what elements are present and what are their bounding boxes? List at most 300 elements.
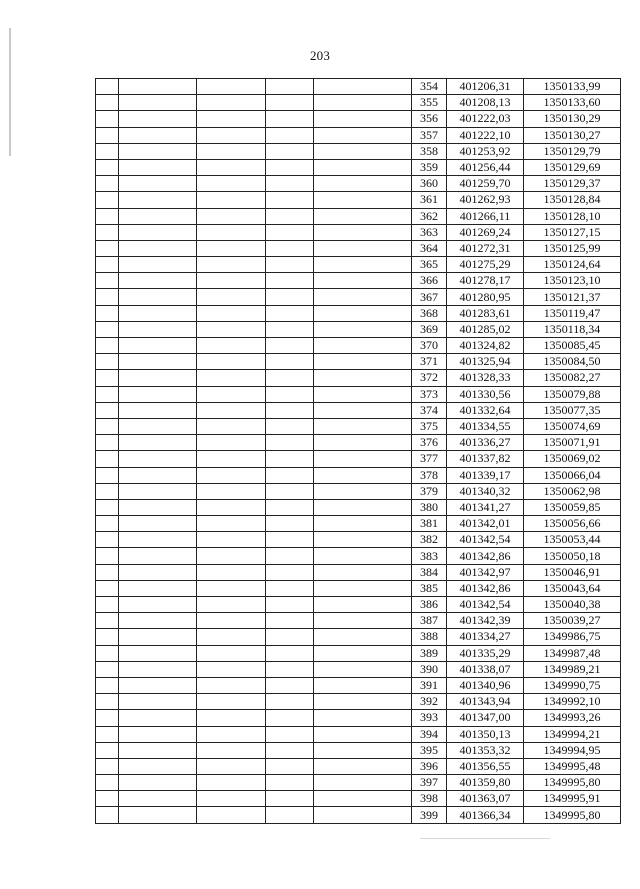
point-number-cell: 390 bbox=[412, 661, 447, 677]
empty-cell bbox=[314, 289, 412, 305]
empty-cell bbox=[266, 224, 314, 240]
empty-cell bbox=[119, 483, 197, 499]
empty-cell bbox=[266, 338, 314, 354]
empty-cell bbox=[314, 435, 412, 451]
y-coordinate-cell: 1350082,27 bbox=[524, 370, 621, 386]
empty-cell bbox=[119, 451, 197, 467]
empty-cell bbox=[96, 548, 119, 564]
table-row bbox=[96, 240, 621, 256]
x-coordinate-cell: 401262,93 bbox=[447, 192, 524, 208]
empty-cell bbox=[96, 694, 119, 710]
point-number-cell: 365 bbox=[412, 257, 447, 273]
table-row bbox=[96, 499, 621, 515]
x-coordinate-cell: 401334,55 bbox=[447, 418, 524, 434]
point-number-cell: 356 bbox=[412, 111, 447, 127]
y-coordinate-cell: 1350079,88 bbox=[524, 386, 621, 402]
empty-cell bbox=[197, 516, 266, 532]
empty-cell bbox=[197, 742, 266, 758]
empty-cell bbox=[96, 597, 119, 613]
table-row bbox=[96, 645, 621, 661]
empty-cell bbox=[96, 467, 119, 483]
point-number-cell: 398 bbox=[412, 791, 447, 807]
empty-cell bbox=[119, 661, 197, 677]
empty-cell bbox=[96, 273, 119, 289]
table-row bbox=[96, 629, 621, 645]
empty-cell bbox=[197, 710, 266, 726]
empty-cell bbox=[96, 726, 119, 742]
empty-cell bbox=[197, 208, 266, 224]
empty-cell bbox=[197, 111, 266, 127]
empty-cell bbox=[266, 629, 314, 645]
point-number-cell: 395 bbox=[412, 742, 447, 758]
table-row bbox=[96, 580, 621, 596]
x-coordinate-cell: 401269,24 bbox=[447, 224, 524, 240]
y-coordinate-cell: 1350071,91 bbox=[524, 435, 621, 451]
empty-cell bbox=[197, 321, 266, 337]
empty-cell bbox=[119, 386, 197, 402]
empty-cell bbox=[119, 338, 197, 354]
x-coordinate-cell: 401343,94 bbox=[447, 694, 524, 710]
empty-cell bbox=[314, 273, 412, 289]
empty-cell bbox=[119, 645, 197, 661]
y-coordinate-cell: 1350129,69 bbox=[524, 159, 621, 175]
empty-cell bbox=[119, 775, 197, 791]
empty-cell bbox=[96, 370, 119, 386]
empty-cell bbox=[266, 580, 314, 596]
point-number-cell: 389 bbox=[412, 645, 447, 661]
empty-cell bbox=[266, 742, 314, 758]
table-row bbox=[96, 354, 621, 370]
table-row bbox=[96, 613, 621, 629]
empty-cell bbox=[119, 791, 197, 807]
empty-cell bbox=[314, 386, 412, 402]
empty-cell bbox=[119, 467, 197, 483]
empty-cell bbox=[119, 402, 197, 418]
point-number-cell: 377 bbox=[412, 451, 447, 467]
y-coordinate-cell: 1350040,38 bbox=[524, 597, 621, 613]
y-coordinate-cell: 1350128,10 bbox=[524, 208, 621, 224]
x-coordinate-cell: 401256,44 bbox=[447, 159, 524, 175]
x-coordinate-cell: 401206,31 bbox=[447, 79, 524, 95]
y-coordinate-cell: 1350127,15 bbox=[524, 224, 621, 240]
table-row bbox=[96, 677, 621, 693]
y-coordinate-cell: 1350133,99 bbox=[524, 79, 621, 95]
y-coordinate-cell: 1350118,34 bbox=[524, 321, 621, 337]
y-coordinate-cell: 1349995,48 bbox=[524, 758, 621, 774]
empty-cell bbox=[119, 289, 197, 305]
empty-cell bbox=[266, 451, 314, 467]
empty-cell bbox=[96, 111, 119, 127]
table-row bbox=[96, 257, 621, 273]
empty-cell bbox=[119, 580, 197, 596]
y-coordinate-cell: 1349994,21 bbox=[524, 726, 621, 742]
point-number-cell: 380 bbox=[412, 499, 447, 515]
x-coordinate-cell: 401341,27 bbox=[447, 499, 524, 515]
y-coordinate-cell: 1350046,91 bbox=[524, 564, 621, 580]
empty-cell bbox=[197, 402, 266, 418]
x-coordinate-cell: 401335,29 bbox=[447, 645, 524, 661]
empty-cell bbox=[314, 451, 412, 467]
empty-cell bbox=[96, 435, 119, 451]
table-row bbox=[96, 224, 621, 240]
empty-cell bbox=[314, 95, 412, 111]
x-coordinate-cell: 401350,13 bbox=[447, 726, 524, 742]
point-number-cell: 386 bbox=[412, 597, 447, 613]
empty-cell bbox=[119, 710, 197, 726]
point-number-cell: 379 bbox=[412, 483, 447, 499]
empty-cell bbox=[314, 338, 412, 354]
empty-cell bbox=[119, 354, 197, 370]
x-coordinate-cell: 401359,80 bbox=[447, 775, 524, 791]
table-row bbox=[96, 775, 621, 791]
y-coordinate-cell: 1350069,02 bbox=[524, 451, 621, 467]
y-coordinate-cell: 1350039,27 bbox=[524, 613, 621, 629]
point-number-cell: 372 bbox=[412, 370, 447, 386]
empty-cell bbox=[197, 694, 266, 710]
point-number-cell: 355 bbox=[412, 95, 447, 111]
empty-cell bbox=[314, 742, 412, 758]
empty-cell bbox=[96, 79, 119, 95]
empty-cell bbox=[96, 386, 119, 402]
table-row bbox=[96, 451, 621, 467]
table-row bbox=[96, 208, 621, 224]
table-row bbox=[96, 79, 621, 95]
point-number-cell: 394 bbox=[412, 726, 447, 742]
empty-cell bbox=[314, 629, 412, 645]
empty-cell bbox=[266, 370, 314, 386]
point-number-cell: 391 bbox=[412, 677, 447, 693]
empty-cell bbox=[197, 418, 266, 434]
table-row bbox=[96, 192, 621, 208]
empty-cell bbox=[314, 499, 412, 515]
empty-cell bbox=[314, 597, 412, 613]
empty-cell bbox=[266, 661, 314, 677]
empty-cell bbox=[314, 532, 412, 548]
y-coordinate-cell: 1349995,80 bbox=[524, 775, 621, 791]
point-number-cell: 382 bbox=[412, 532, 447, 548]
empty-cell bbox=[119, 176, 197, 192]
empty-cell bbox=[197, 726, 266, 742]
empty-cell bbox=[197, 629, 266, 645]
empty-cell bbox=[96, 532, 119, 548]
point-number-cell: 396 bbox=[412, 758, 447, 774]
empty-cell bbox=[314, 775, 412, 791]
empty-cell bbox=[314, 240, 412, 256]
empty-cell bbox=[197, 95, 266, 111]
empty-cell bbox=[197, 532, 266, 548]
empty-cell bbox=[197, 483, 266, 499]
empty-cell bbox=[266, 483, 314, 499]
point-number-cell: 354 bbox=[412, 79, 447, 95]
empty-cell bbox=[266, 758, 314, 774]
x-coordinate-cell: 401353,32 bbox=[447, 742, 524, 758]
x-coordinate-cell: 401338,07 bbox=[447, 661, 524, 677]
y-coordinate-cell: 1350129,37 bbox=[524, 176, 621, 192]
point-number-cell: 364 bbox=[412, 240, 447, 256]
empty-cell bbox=[314, 79, 412, 95]
empty-cell bbox=[266, 208, 314, 224]
empty-cell bbox=[266, 354, 314, 370]
y-coordinate-cell: 1350062,98 bbox=[524, 483, 621, 499]
x-coordinate-cell: 401342,54 bbox=[447, 597, 524, 613]
y-coordinate-cell: 1350074,69 bbox=[524, 418, 621, 434]
x-coordinate-cell: 401283,61 bbox=[447, 305, 524, 321]
empty-cell bbox=[96, 208, 119, 224]
empty-cell bbox=[314, 726, 412, 742]
empty-cell bbox=[314, 257, 412, 273]
empty-cell bbox=[197, 677, 266, 693]
empty-cell bbox=[119, 143, 197, 159]
point-number-cell: 378 bbox=[412, 467, 447, 483]
empty-cell bbox=[119, 224, 197, 240]
empty-cell bbox=[96, 483, 119, 499]
table-row bbox=[96, 321, 621, 337]
empty-cell bbox=[266, 273, 314, 289]
table-row bbox=[96, 467, 621, 483]
empty-cell bbox=[197, 791, 266, 807]
y-coordinate-cell: 1349993,26 bbox=[524, 710, 621, 726]
y-coordinate-cell: 1350119,47 bbox=[524, 305, 621, 321]
empty-cell bbox=[266, 613, 314, 629]
x-coordinate-cell: 401275,29 bbox=[447, 257, 524, 273]
empty-cell bbox=[266, 467, 314, 483]
y-coordinate-cell: 1350085,45 bbox=[524, 338, 621, 354]
table-row bbox=[96, 564, 621, 580]
empty-cell bbox=[197, 354, 266, 370]
coordinates-table bbox=[95, 78, 621, 824]
empty-cell bbox=[314, 192, 412, 208]
table-row bbox=[96, 516, 621, 532]
y-coordinate-cell: 1349987,48 bbox=[524, 645, 621, 661]
point-number-cell: 361 bbox=[412, 192, 447, 208]
empty-cell bbox=[96, 677, 119, 693]
empty-cell bbox=[314, 467, 412, 483]
empty-cell bbox=[314, 354, 412, 370]
empty-cell bbox=[197, 273, 266, 289]
empty-cell bbox=[96, 159, 119, 175]
point-number-cell: 370 bbox=[412, 338, 447, 354]
y-coordinate-cell: 1350077,35 bbox=[524, 402, 621, 418]
empty-cell bbox=[266, 499, 314, 515]
empty-cell bbox=[96, 791, 119, 807]
y-coordinate-cell: 1350129,79 bbox=[524, 143, 621, 159]
table-row bbox=[96, 111, 621, 127]
x-coordinate-cell: 401332,64 bbox=[447, 402, 524, 418]
empty-cell bbox=[119, 305, 197, 321]
empty-cell bbox=[197, 499, 266, 515]
table-row bbox=[96, 597, 621, 613]
empty-cell bbox=[119, 418, 197, 434]
x-coordinate-cell: 401342,54 bbox=[447, 532, 524, 548]
x-coordinate-cell: 401356,55 bbox=[447, 758, 524, 774]
table-row bbox=[96, 338, 621, 354]
empty-cell bbox=[96, 775, 119, 791]
y-coordinate-cell: 1350130,27 bbox=[524, 127, 621, 143]
empty-cell bbox=[197, 775, 266, 791]
table-row bbox=[96, 143, 621, 159]
empty-cell bbox=[197, 192, 266, 208]
point-number-cell: 363 bbox=[412, 224, 447, 240]
table-row bbox=[96, 305, 621, 321]
empty-cell bbox=[96, 645, 119, 661]
empty-cell bbox=[266, 775, 314, 791]
empty-cell bbox=[197, 224, 266, 240]
y-coordinate-cell: 1350084,50 bbox=[524, 354, 621, 370]
empty-cell bbox=[197, 451, 266, 467]
empty-cell bbox=[314, 564, 412, 580]
point-number-cell: 388 bbox=[412, 629, 447, 645]
empty-cell bbox=[96, 661, 119, 677]
empty-cell bbox=[119, 532, 197, 548]
empty-cell bbox=[197, 159, 266, 175]
empty-cell bbox=[266, 694, 314, 710]
point-number-cell: 376 bbox=[412, 435, 447, 451]
y-coordinate-cell: 1350130,29 bbox=[524, 111, 621, 127]
empty-cell bbox=[314, 580, 412, 596]
empty-cell bbox=[266, 176, 314, 192]
empty-cell bbox=[96, 354, 119, 370]
empty-cell bbox=[266, 143, 314, 159]
empty-cell bbox=[266, 791, 314, 807]
empty-cell bbox=[197, 758, 266, 774]
empty-cell bbox=[96, 629, 119, 645]
point-number-cell: 383 bbox=[412, 548, 447, 564]
empty-cell bbox=[96, 176, 119, 192]
empty-cell bbox=[266, 159, 314, 175]
y-coordinate-cell: 1350053,44 bbox=[524, 532, 621, 548]
empty-cell bbox=[96, 710, 119, 726]
empty-cell bbox=[314, 791, 412, 807]
point-number-cell: 371 bbox=[412, 354, 447, 370]
y-coordinate-cell: 1349994,95 bbox=[524, 742, 621, 758]
x-coordinate-cell: 401342,97 bbox=[447, 564, 524, 580]
table-row bbox=[96, 758, 621, 774]
point-number-cell: 369 bbox=[412, 321, 447, 337]
empty-cell bbox=[119, 613, 197, 629]
empty-cell bbox=[119, 548, 197, 564]
empty-cell bbox=[314, 176, 412, 192]
empty-cell bbox=[266, 435, 314, 451]
empty-cell bbox=[314, 159, 412, 175]
empty-cell bbox=[96, 758, 119, 774]
y-coordinate-cell: 1349990,75 bbox=[524, 677, 621, 693]
empty-cell bbox=[119, 726, 197, 742]
y-coordinate-cell: 1350124,64 bbox=[524, 257, 621, 273]
x-coordinate-cell: 401325,94 bbox=[447, 354, 524, 370]
empty-cell bbox=[314, 305, 412, 321]
empty-cell bbox=[314, 418, 412, 434]
empty-cell bbox=[119, 499, 197, 515]
table-row bbox=[96, 273, 621, 289]
y-coordinate-cell: 1350125,99 bbox=[524, 240, 621, 256]
empty-cell bbox=[266, 548, 314, 564]
empty-cell bbox=[314, 661, 412, 677]
empty-cell bbox=[119, 629, 197, 645]
empty-cell bbox=[314, 677, 412, 693]
x-coordinate-cell: 401347,00 bbox=[447, 710, 524, 726]
point-number-cell: 375 bbox=[412, 418, 447, 434]
empty-cell bbox=[314, 127, 412, 143]
y-coordinate-cell: 1350059,85 bbox=[524, 499, 621, 515]
empty-cell bbox=[96, 127, 119, 143]
y-coordinate-cell: 1350128,84 bbox=[524, 192, 621, 208]
table-row bbox=[96, 791, 621, 807]
x-coordinate-cell: 401272,31 bbox=[447, 240, 524, 256]
empty-cell bbox=[197, 127, 266, 143]
empty-cell bbox=[197, 289, 266, 305]
empty-cell bbox=[119, 435, 197, 451]
x-coordinate-cell: 401266,11 bbox=[447, 208, 524, 224]
empty-cell bbox=[119, 370, 197, 386]
x-coordinate-cell: 401280,95 bbox=[447, 289, 524, 305]
empty-cell bbox=[96, 516, 119, 532]
empty-cell bbox=[314, 370, 412, 386]
empty-cell bbox=[197, 257, 266, 273]
point-number-cell: 368 bbox=[412, 305, 447, 321]
empty-cell bbox=[96, 564, 119, 580]
empty-cell bbox=[266, 516, 314, 532]
x-coordinate-cell: 401342,86 bbox=[447, 580, 524, 596]
empty-cell bbox=[119, 597, 197, 613]
y-coordinate-cell: 1350043,64 bbox=[524, 580, 621, 596]
empty-cell bbox=[119, 79, 197, 95]
empty-cell bbox=[266, 418, 314, 434]
table-row bbox=[96, 289, 621, 305]
empty-cell bbox=[119, 758, 197, 774]
x-coordinate-cell: 401339,17 bbox=[447, 467, 524, 483]
empty-cell bbox=[197, 807, 266, 823]
x-coordinate-cell: 401336,27 bbox=[447, 435, 524, 451]
point-number-cell: 381 bbox=[412, 516, 447, 532]
table-row bbox=[96, 694, 621, 710]
table-row bbox=[96, 95, 621, 111]
empty-cell bbox=[119, 516, 197, 532]
empty-cell bbox=[197, 661, 266, 677]
empty-cell bbox=[197, 79, 266, 95]
empty-cell bbox=[314, 483, 412, 499]
x-coordinate-cell: 401259,70 bbox=[447, 176, 524, 192]
empty-cell bbox=[314, 613, 412, 629]
empty-cell bbox=[314, 548, 412, 564]
table-row bbox=[96, 710, 621, 726]
empty-cell bbox=[96, 580, 119, 596]
page-number: 203 bbox=[309, 48, 331, 63]
empty-cell bbox=[96, 143, 119, 159]
empty-cell bbox=[266, 807, 314, 823]
point-number-cell: 362 bbox=[412, 208, 447, 224]
x-coordinate-cell: 401342,86 bbox=[447, 548, 524, 564]
empty-cell bbox=[197, 176, 266, 192]
empty-cell bbox=[197, 597, 266, 613]
empty-cell bbox=[197, 645, 266, 661]
point-number-cell: 392 bbox=[412, 694, 447, 710]
point-number-cell: 367 bbox=[412, 289, 447, 305]
table-row bbox=[96, 176, 621, 192]
empty-cell bbox=[96, 742, 119, 758]
empty-cell bbox=[266, 386, 314, 402]
empty-cell bbox=[197, 613, 266, 629]
point-number-cell: 357 bbox=[412, 127, 447, 143]
table-row bbox=[96, 435, 621, 451]
table-row bbox=[96, 386, 621, 402]
y-coordinate-cell: 1350123,10 bbox=[524, 273, 621, 289]
empty-cell bbox=[266, 597, 314, 613]
x-coordinate-cell: 401334,27 bbox=[447, 629, 524, 645]
empty-cell bbox=[96, 192, 119, 208]
empty-cell bbox=[197, 370, 266, 386]
empty-cell bbox=[119, 807, 197, 823]
empty-cell bbox=[266, 564, 314, 580]
